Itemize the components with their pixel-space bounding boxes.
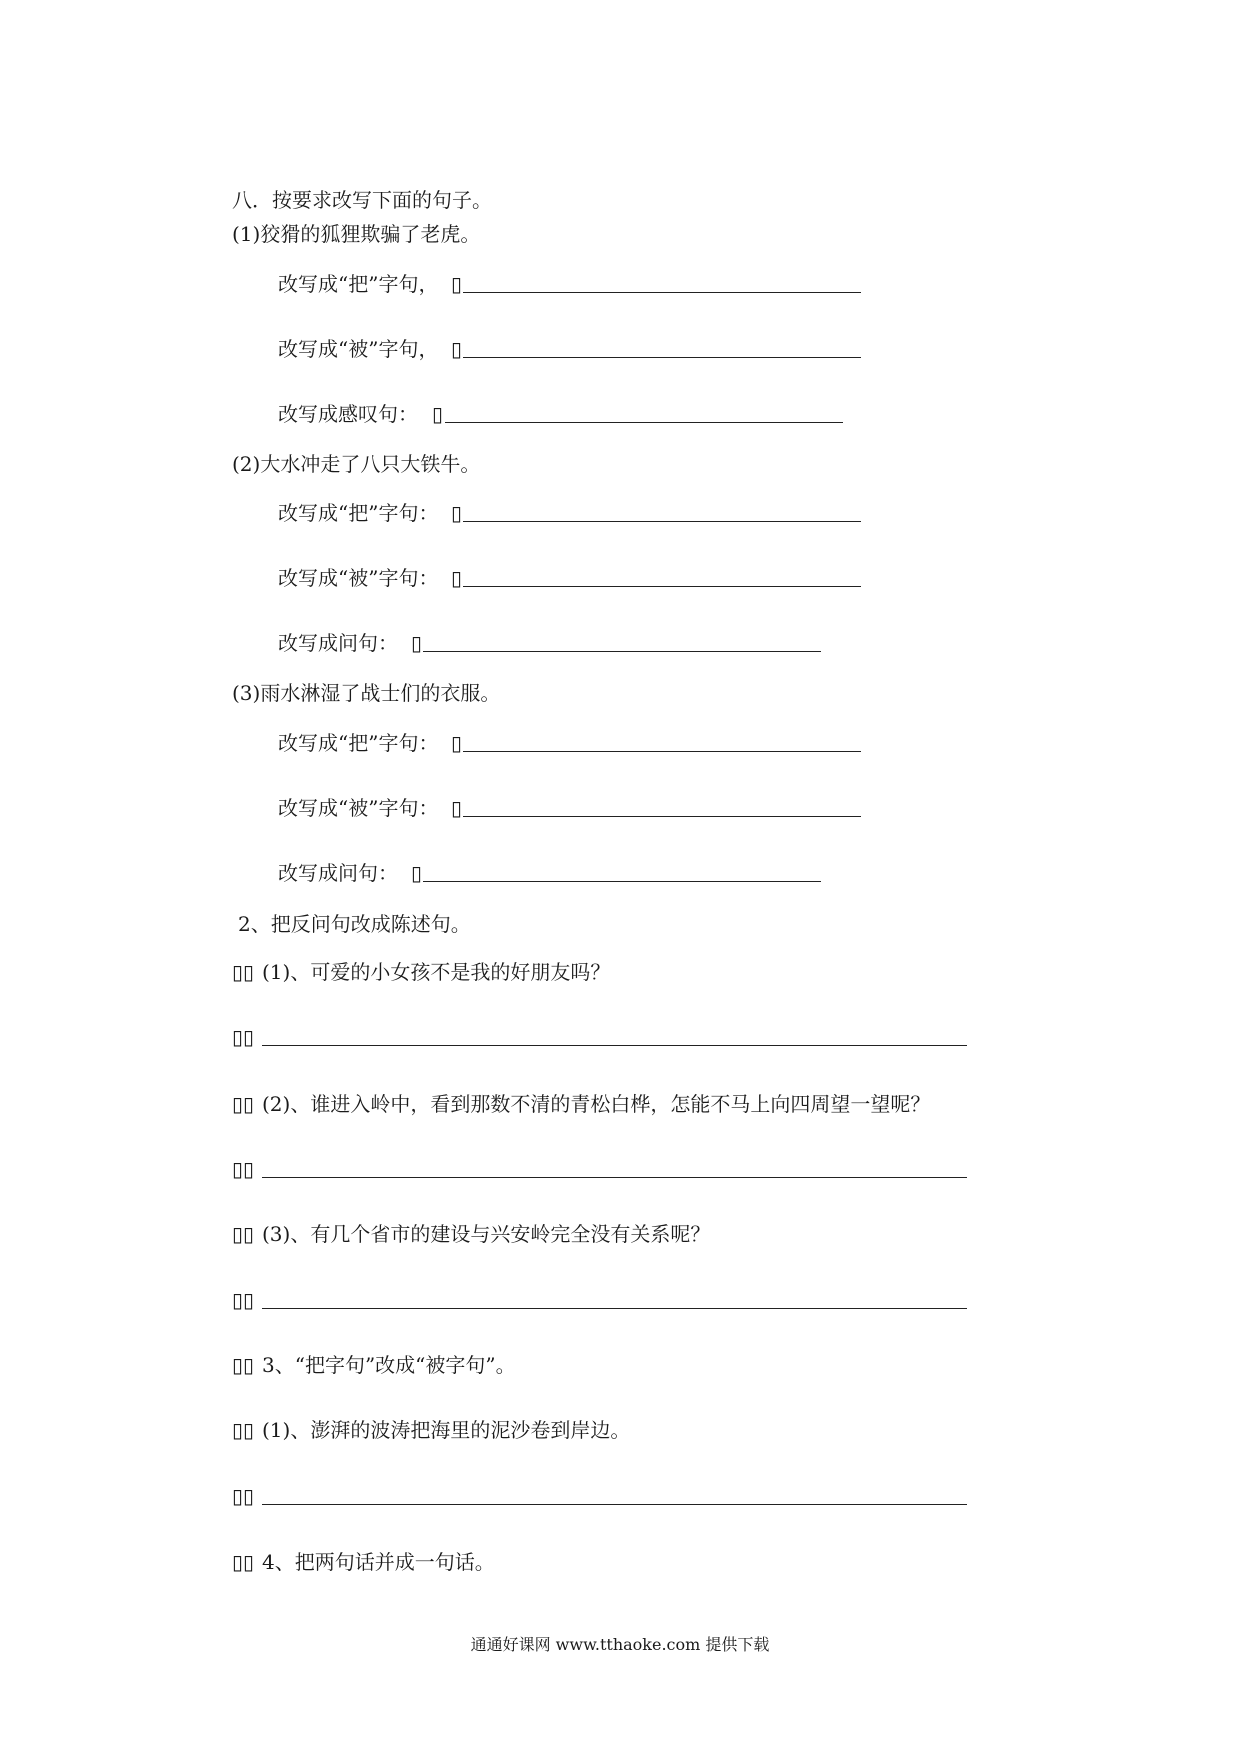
answer-line[interactable]: [262, 1177, 967, 1178]
box-glyph: ▯: [451, 796, 463, 820]
indent-glyph: ▯▯: [232, 1157, 255, 1181]
answer-line[interactable]: [262, 1308, 967, 1309]
box-glyph: ▯: [411, 861, 423, 885]
question-1-sentence: (1)狡猾的狐狸欺骗了老虎。: [232, 222, 481, 246]
answer-line[interactable]: [463, 751, 861, 752]
q2-prompt-ba: 改写成“把”字句：: [278, 501, 439, 525]
indent-glyph: ▯▯: [232, 1484, 255, 1508]
part-2-item: (2)、谁进入岭中，看到那数不清的青松白桦，怎能不马上向四周望一望呢？: [262, 1092, 931, 1116]
indent-glyph: ▯▯: [232, 960, 255, 984]
q1-prompt-ba: 改写成“把”字句，: [278, 272, 439, 296]
q3-prompt-ba: 改写成“把”字句：: [278, 731, 439, 755]
answer-line[interactable]: [262, 1045, 967, 1046]
q2-prompt-question: 改写成问句：: [278, 631, 398, 655]
question-3-sentence: (3)雨水淋湿了战士们的衣服。: [232, 681, 501, 705]
q2-prompt-bei: 改写成“被”字句：: [278, 566, 439, 590]
box-glyph: ▯: [451, 501, 463, 525]
page-footer: 通通好课网 www.tthaoke.com 提供下载: [470, 1635, 770, 1654]
q1-prompt-bei: 改写成“被”字句，: [278, 337, 439, 361]
answer-line[interactable]: [463, 357, 861, 358]
answer-line[interactable]: [463, 521, 861, 522]
indent-glyph: ▯▯: [232, 1092, 255, 1116]
answer-line[interactable]: [463, 816, 861, 817]
answer-line[interactable]: [463, 586, 861, 587]
q1-prompt-exclaim: 改写成感叹句：: [278, 402, 418, 426]
box-glyph: ▯: [451, 337, 463, 361]
answer-line[interactable]: [463, 292, 861, 293]
indent-glyph: ▯▯: [232, 1418, 255, 1442]
question-2-sentence: (2)大水冲走了八只大铁牛。: [232, 452, 481, 476]
box-glyph: ▯: [451, 566, 463, 590]
part-3-title: 3、“把字句”改成“被字句”。: [262, 1353, 516, 1377]
part-2-item: (1)、可爱的小女孩不是我的好朋友吗？: [262, 960, 611, 984]
box-glyph: ▯: [411, 631, 423, 655]
q3-prompt-question: 改写成问句：: [278, 861, 398, 885]
part-4-title: 4、把两句话并成一句话。: [262, 1550, 495, 1574]
indent-glyph: ▯▯: [232, 1550, 255, 1574]
indent-glyph: ▯▯: [232, 1288, 255, 1312]
box-glyph: ▯: [451, 731, 463, 755]
indent-glyph: ▯▯: [232, 1353, 255, 1377]
answer-line[interactable]: [423, 651, 821, 652]
section-title: 八．按要求改写下面的句子。: [232, 188, 492, 212]
box-glyph: ▯: [432, 402, 444, 426]
q3-prompt-bei: 改写成“被”字句：: [278, 796, 439, 820]
indent-glyph: ▯▯: [232, 1222, 255, 1246]
part-3-item: (1)、澎湃的波涛把海里的泥沙卷到岸边。: [262, 1418, 631, 1442]
answer-line[interactable]: [423, 881, 821, 882]
box-glyph: ▯: [451, 272, 463, 296]
part-2-item: (3)、有几个省市的建设与兴安岭完全没有关系呢？: [262, 1222, 711, 1246]
part-2-title: 2、把反问句改成陈述句。: [238, 912, 471, 936]
answer-line[interactable]: [445, 422, 843, 423]
indent-glyph: ▯▯: [232, 1025, 255, 1049]
answer-line[interactable]: [262, 1504, 967, 1505]
